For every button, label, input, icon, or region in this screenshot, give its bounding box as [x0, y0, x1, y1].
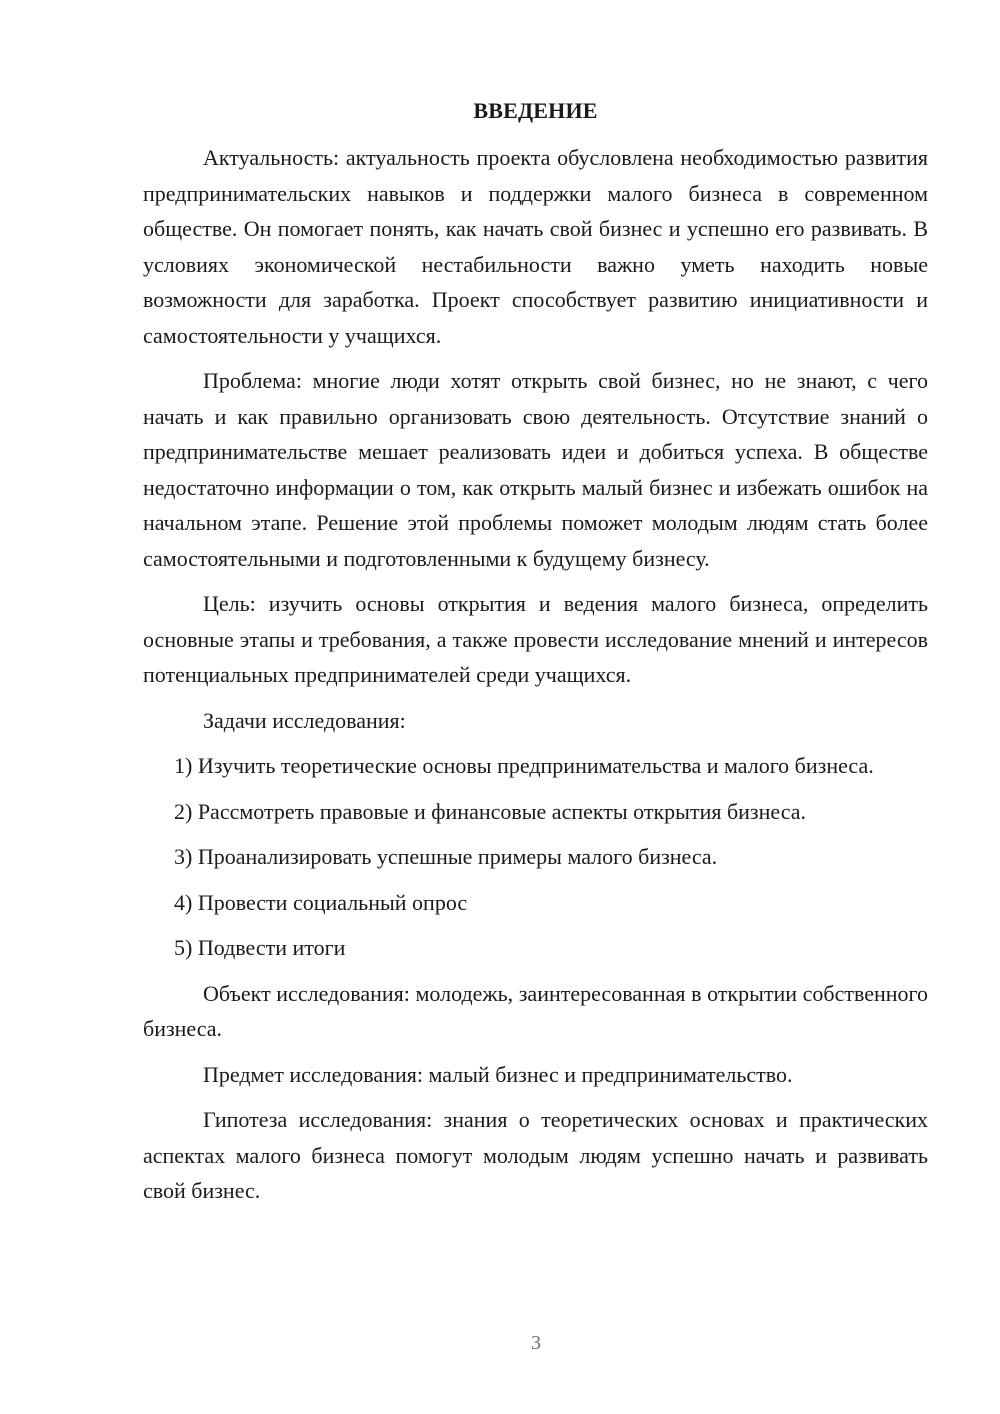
paragraph-goal: Цель: изучить основы открытия и ведения малого бизнеса, определить основные этапы и требования, а также провести исследование мнений и интересов потенциальных предпринимателей среди учащихся. [143, 591, 928, 687]
list-item-task-1: 1) Изучить теоретические основы предпринимательства и малого бизнеса. [174, 753, 874, 778]
paragraph-object: Объект исследования: молодежь, заинтересованная в открытии собственного бизнеса. [143, 980, 928, 1041]
list-item-task-4: 4) Провести социальный опрос [174, 889, 468, 915]
page-content [143, 92, 928, 1209]
list-item-task-5: 5) Подвести итоги [174, 935, 346, 960]
paragraph-relevance: Актуальность: актуальность проекта обусловлена необходимостью развития предпринимательских навыков и поддержки малого бизнеса в современном обществе. Он помогает понять, как начать свой бизнес и успешно его развивать. В условиях экономической нестабильности важно уметь находить новые возможности для заработка. Проект способствует развитию инициативности и самостоятельности у учащихся. [143, 145, 928, 348]
paragraph-subject: Предмет исследования: малый бизнес и предпринимательство. [203, 1061, 793, 1087]
list-item-task-3: 3) Проанализировать успешные примеры малого бизнеса. [174, 844, 718, 869]
paragraph-hypothesis: Гипотеза исследования: знания о теоретических основах и практических аспектах малого бизнеса помогут молодым людям успешно начать и развивать свой бизнес. [143, 1107, 928, 1203]
paragraph-problem: Проблема: многие люди хотят открыть свой бизнес, но не знают, с чего начать и как правильно организовать свою деятельность. Отсутствие знаний о предпринимательстве мешает реализовать идеи и добиться успеха. В обществе недостаточно информации о том, как открыть малый бизнес и избежать ошибок на начальном этапе. Решение этой проблемы поможет молодым людям стать более самостоятельными и подготовленными к будущему бизнесу. [143, 368, 928, 571]
page-title: ВВЕДЕНИЕ [473, 98, 598, 123]
page-number: 3 [531, 1332, 541, 1354]
tasks-list [143, 748, 928, 966]
list-item-task-2: 2) Рассмотреть правовые и финансовые аспекты открытия бизнеса. [174, 798, 807, 824]
paragraph-tasks-title: Задачи исследования: [203, 707, 406, 733]
